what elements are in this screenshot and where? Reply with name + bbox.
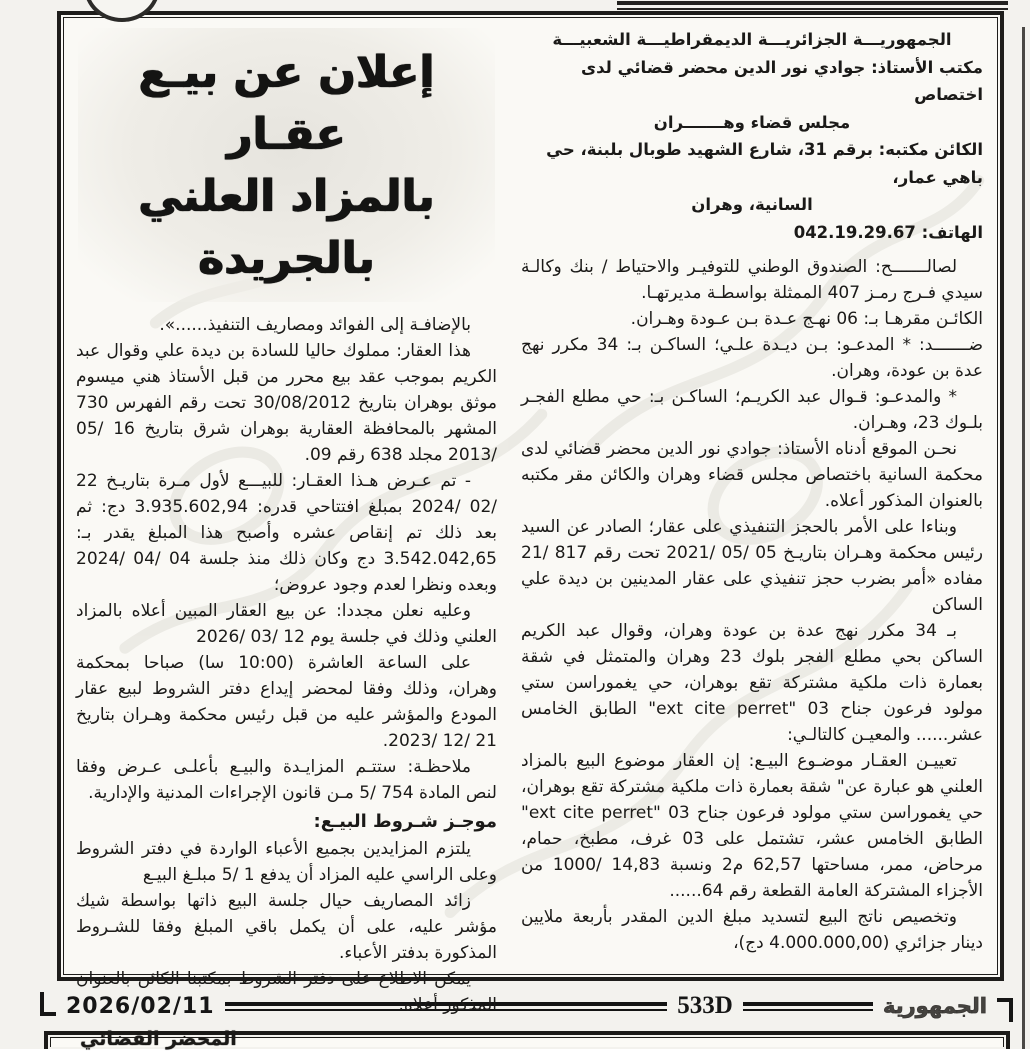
corner-bracket-right [997,998,1013,1022]
paragraph-property-description: بـ 34 مكرر نهج عدة بن عودة وهران، وقوال عبد الكريم الساكن بحي مطلع الفجر بلوك 23 وهران والمتمثل في شقة بعمارة ذات ملكية مشتركة تقع بوهران، حي يغموراسن ستي مولود فرعون جناح 03 "ext cite perret" الطابق الخامس عشر...... والمعيـن كالتالـي: [521,621,983,745]
paragraph-ownership: هذا العقار: مملوك حاليا للسادة بن ديدة علي وقوال عبد الكريم بموجب عقد بيع محرر من قبل الأستاذ هني ميسوم موثق بوهران بتاريخ 30/08/2012 تحت رقم الفهرس 730 المشهر بالمحافظة العقارية بوهران شرق بتاريخ 16 /05 /2013 مجلد 638 رقم 09. [76,341,498,465]
paragraph-defendant-2: * والمدعـو: قـوال عبد الكريـم؛ الساكـن بـ: حي مطلع الفجـر بلـوك 23، وهـران. [521,387,983,433]
republic-line: الجمهوريـــة الجزائريـــة الديمقراطيـــة الشعبيـــة [552,30,952,49]
publication-date: 2026/02/11 [66,993,215,1019]
adjacent-column-rule [1022,27,1025,1049]
office-phone-line: الهاتف: 042.19.29.67 [793,222,983,242]
office-address-line2: السانية، وهران [691,195,813,214]
paragraph-bailiff-declaration: نحـن الموقع أدناه الأستاذ: جوادي نور الدين محضر قضائي لدى محكمة السانية باختصاص مجلس قضاء وهران والكائن مقر مكتبه بالعنوان المذكور أعلاه. [521,439,983,511]
corner-bracket-left [40,992,56,1016]
bailiff-signature: المحضر القضائي [80,1028,237,1050]
paragraph-debt-amount: وتخصيص ناتج البيع لتسديد مبلغ الدين المقدر بأربعة ملايين دينار جزائري (4.000.000,00 دج)، [521,907,983,953]
ad-title-line2: بالمزاد العلني بالجريدة [138,171,435,284]
paragraph-note-highest-bid: ملاحظـة: ستتـم المزايـدة والبيـع بأعلـى عـرض وفقا لنص المادة 754 /5 مـن قانون الإجراءات المدنية والإدارية. [76,757,497,803]
paragraph-seizure-order: وبناءا على الأمر بالحجز التنفيذي على عقار؛ الصادر عن السيد رئيس محكمة وهـران بتاريـخ 05 /05 /2021 تحت رقم 817 /21 مفاده «أمر بضرب حجز تنفيذي على عقار المدينين بن ديدة علي الساكن [521,517,983,615]
newspaper-logo: الجمهورية [882,994,988,1018]
paragraph-against-defendant-1: ضـــــــد: * المدعـو: بـن ديـدة علـي؛ الساكـن بـ: 34 مكرر نهج عدة بن عودة، وهران. [521,335,983,381]
footer-rule-right [743,1002,873,1011]
office-header [521,26,983,246]
ad-reference-number: 533D [677,992,733,1019]
ad-title-line1: إعلان عن بيـع عقـار [138,47,435,160]
previous-ad-bottom-border [617,1,1008,10]
paragraph-previous-auction: - تم عـرض هـذا العقـار: للبيـــع لأول مـرة بتاريـخ 22 /02 /2024 بمبلغ افتتاحي قدره: 3.935.602,94 دج: ثم بعد ذلك تم إنقاص عشره وأصبح هذا المبلغ يقدر بـ: 3.542.042,65 دج وكان ذلك منذ جلسة 04 /04 /2024 وبعده ونظرا لعدم وجود عروض؛ [76,471,498,595]
paragraph-condition-payment: زائد المصاريف حيال جلسة البيع ذاتها بواسطة شيك مؤشر عليه، على أن يكمل باقي المبلغ وفقا للشـروط المذكورة بدفتر الأعباء. [76,891,497,963]
right-column [521,26,983,968]
paragraph-condition-consultation: يمكن الاطلاع على دفتر الشروط بمكتبنا الكائن بالعنوان المذكور أعلاه. [76,969,497,1015]
paragraph-in-favor-of: لصالـــــــح: الصندوق الوطني للتوفيـر والاحتياط / بنك وكالـة سيدي فـرج رمـز 407 الممثلة بواسطـة مديرتهـا. [521,257,983,303]
office-address-line1: الكائن مكتبه: برقم 31، شارع الشهيد طوبال بلبنة، حي باهي عمار، [546,140,983,187]
paragraph-new-auction-announcement: وعليه نعلن مجددا: عن بيع العقار المبين أعلاه بالمزاد العلني وذلك في جلسة يوم 12 /03 /2026 [76,601,497,647]
paragraph-auction-time-place: على الساعة العاشرة (10:00 سا) صباحا بمحكمة وهران، وذلك وفقا لمحضر إيداع دفتر الشروط لبيع عقار المودع والمؤشر عليه من قبل رئيس محكمة وهـران بتاريخ 21 /12 /2023. [76,653,497,751]
sale-conditions-heading: موجـز شـروط البيـع: [313,811,497,832]
ad-title [78,28,495,302]
paragraph-property-designation: تعييـن العقـار موضـوع البيـع: إن العقار موضوع البيع بالمزاد العلني هو عبارة عن" شقة بعمارة ذات ملكية مشتركة تقع بوهران، حي يغموراسن ستي مولود فرعون جناح 03 "ext cite perret" الطابق الخامس عشر، تشتمل على 03 غرف، مطبخ، حمام، مرحاض، ممر، مساحتها 62,57 م2 ونسبة 14,83 /1000 من الأجزاء المشتركة العامة القطعة رقم 64...... [521,751,983,901]
paragraph-creditor-address: الكائـن مقرهـا بـ: 06 نهـج عـدة بـن عـودة وهـران. [630,309,983,329]
council-line: مجلس قضاء وهـــــــران [653,112,851,132]
paragraph-interest-costs: بالإضافـة إلى الفوائد ومصاريف التنفيذ......». [159,315,471,335]
bailiff-office-line: مكتب الأستاذ: جوادي نور الدين محضر قضائي لدى اختصاص [581,57,983,104]
paragraph-condition-deposit: يلتزم المزايدين بجميع الأعباء الواردة في دفتر الشروط وعلى الراسي عليه المزاد أن يدفع 1 /5 مبلـغ البيـع [76,839,497,885]
